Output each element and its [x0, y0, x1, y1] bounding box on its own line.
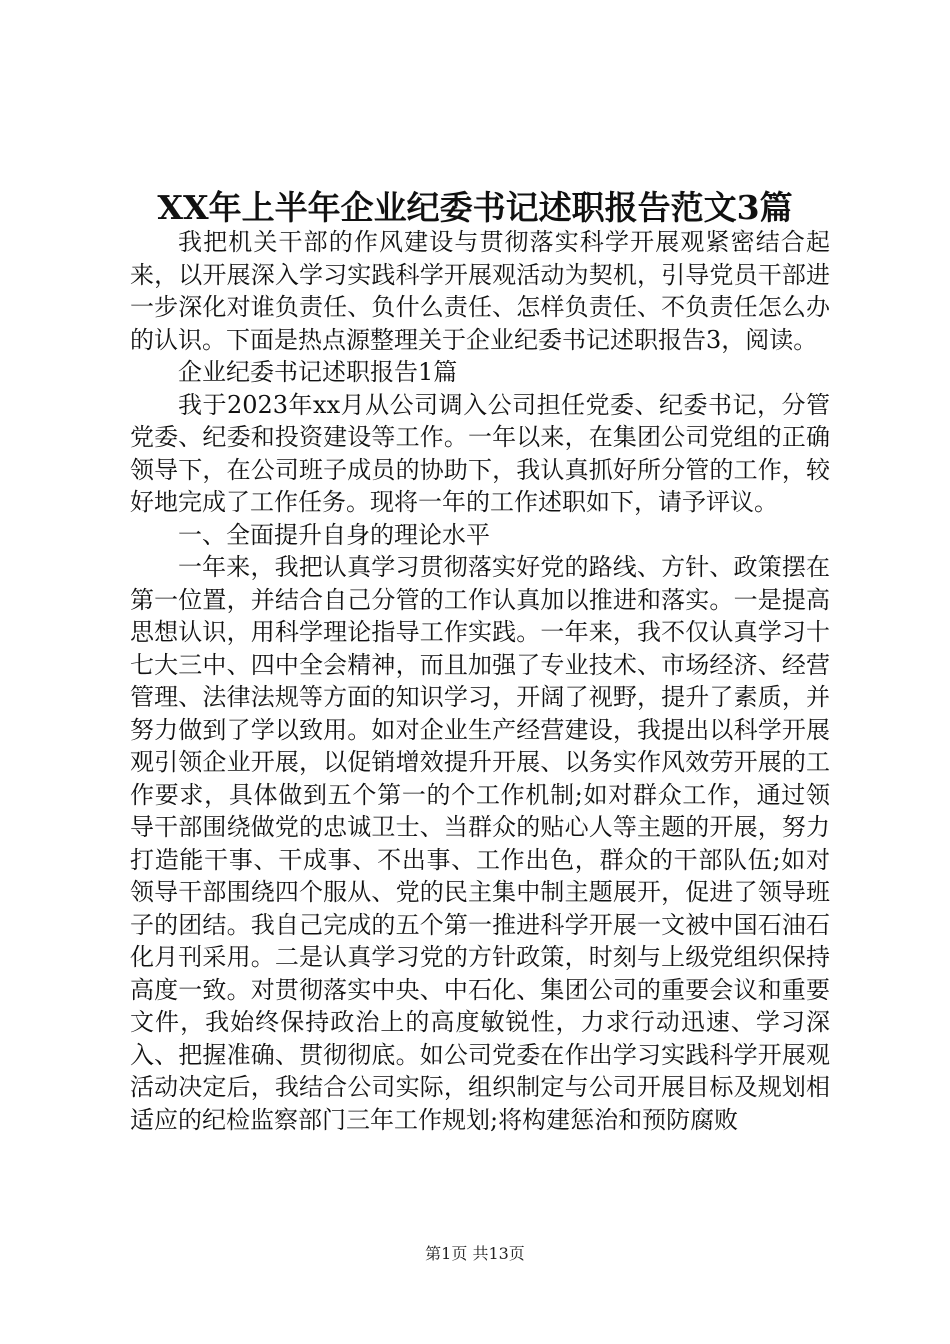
document-title: XX年上半年企业纪委书记述职报告范文3篇 [157, 188, 793, 227]
report-opening-paragraph: 我于2023年xx月从公司调入公司担任党委、纪委书记，分管党委、纪委和投资建设等工作。一年以来，在集团公司党组的正确领导下，在公司班子成员的协助下，我认真抓好所分管的工作，较好地完成了工作任务。现将一年的工作述职如下，请予评议。 [130, 390, 830, 516]
intro-paragraph: 我把机关干部的作风建设与贯彻落实科学开展观紧密结合起来，以开展深入学习实践科学开展观活动为契机，引导党员干部进一步深化对谁负责任、负什么责任、怎样负责任、不负责任怎么办的认识。下面是热点源整理关于企业纪委书记述职报告3，阅读。 [130, 228, 830, 354]
document-body [130, 226, 830, 1136]
theory-paragraph: 一年来，我把认真学习贯彻落实好党的路线、方针、政策摆在第一位置，并结合自己分管的工作认真加以推进和落实。一是提高思想认识，用科学理论指导工作实践。一年来，我不仅认真学习十七大三中、四中全会精神，而且加强了专业技术、市场经济、经营管理、法律法规等方面的知识学习，开阔了视野，提升了素质，并努力做到了学以致用。如对企业生产经营建设，我提出以科学开展观引领企业开展，以促销增效提升开展、以务实作风效劳开展的工作要求，具体做到五个第一的个工作机制;如对群众工作，通过领导干部围绕做党的忠诚卫士、当群众的贴心人等主题的开展，努力打造能干事、干成事、不出事、工作出色，群众的干部队伍;如对领导干部围绕四个服从、党的民主集中制主题展开，促进了领导班子的团结。我自己完成的五个第一推进科学开展一文被中国石油石化月刊采用。二是认真学习党的方针政策，时刻与上级党组织保持高度一致。对贯彻落实中央、中石化、集团公司的重要会议和重要文件，我始终保持政治上的高度敏锐性，力求行动迅速、学习深入、把握准确、贯彻彻底。如公司党委在作出学习实践科学开展观活动决定后，我结合公司实际，组织制定与公司开展目标及规划相适应的纪检监察部门三年工作规划;将构建惩治和预防腐败 [130, 553, 830, 1134]
subheading-theory-level: 一、全面提升自身的理论水平 [178, 520, 490, 549]
page-footer: 第1页 共13页 [425, 1244, 525, 1263]
section-heading-report-1: 企业纪委书记述职报告1篇 [178, 358, 458, 386]
